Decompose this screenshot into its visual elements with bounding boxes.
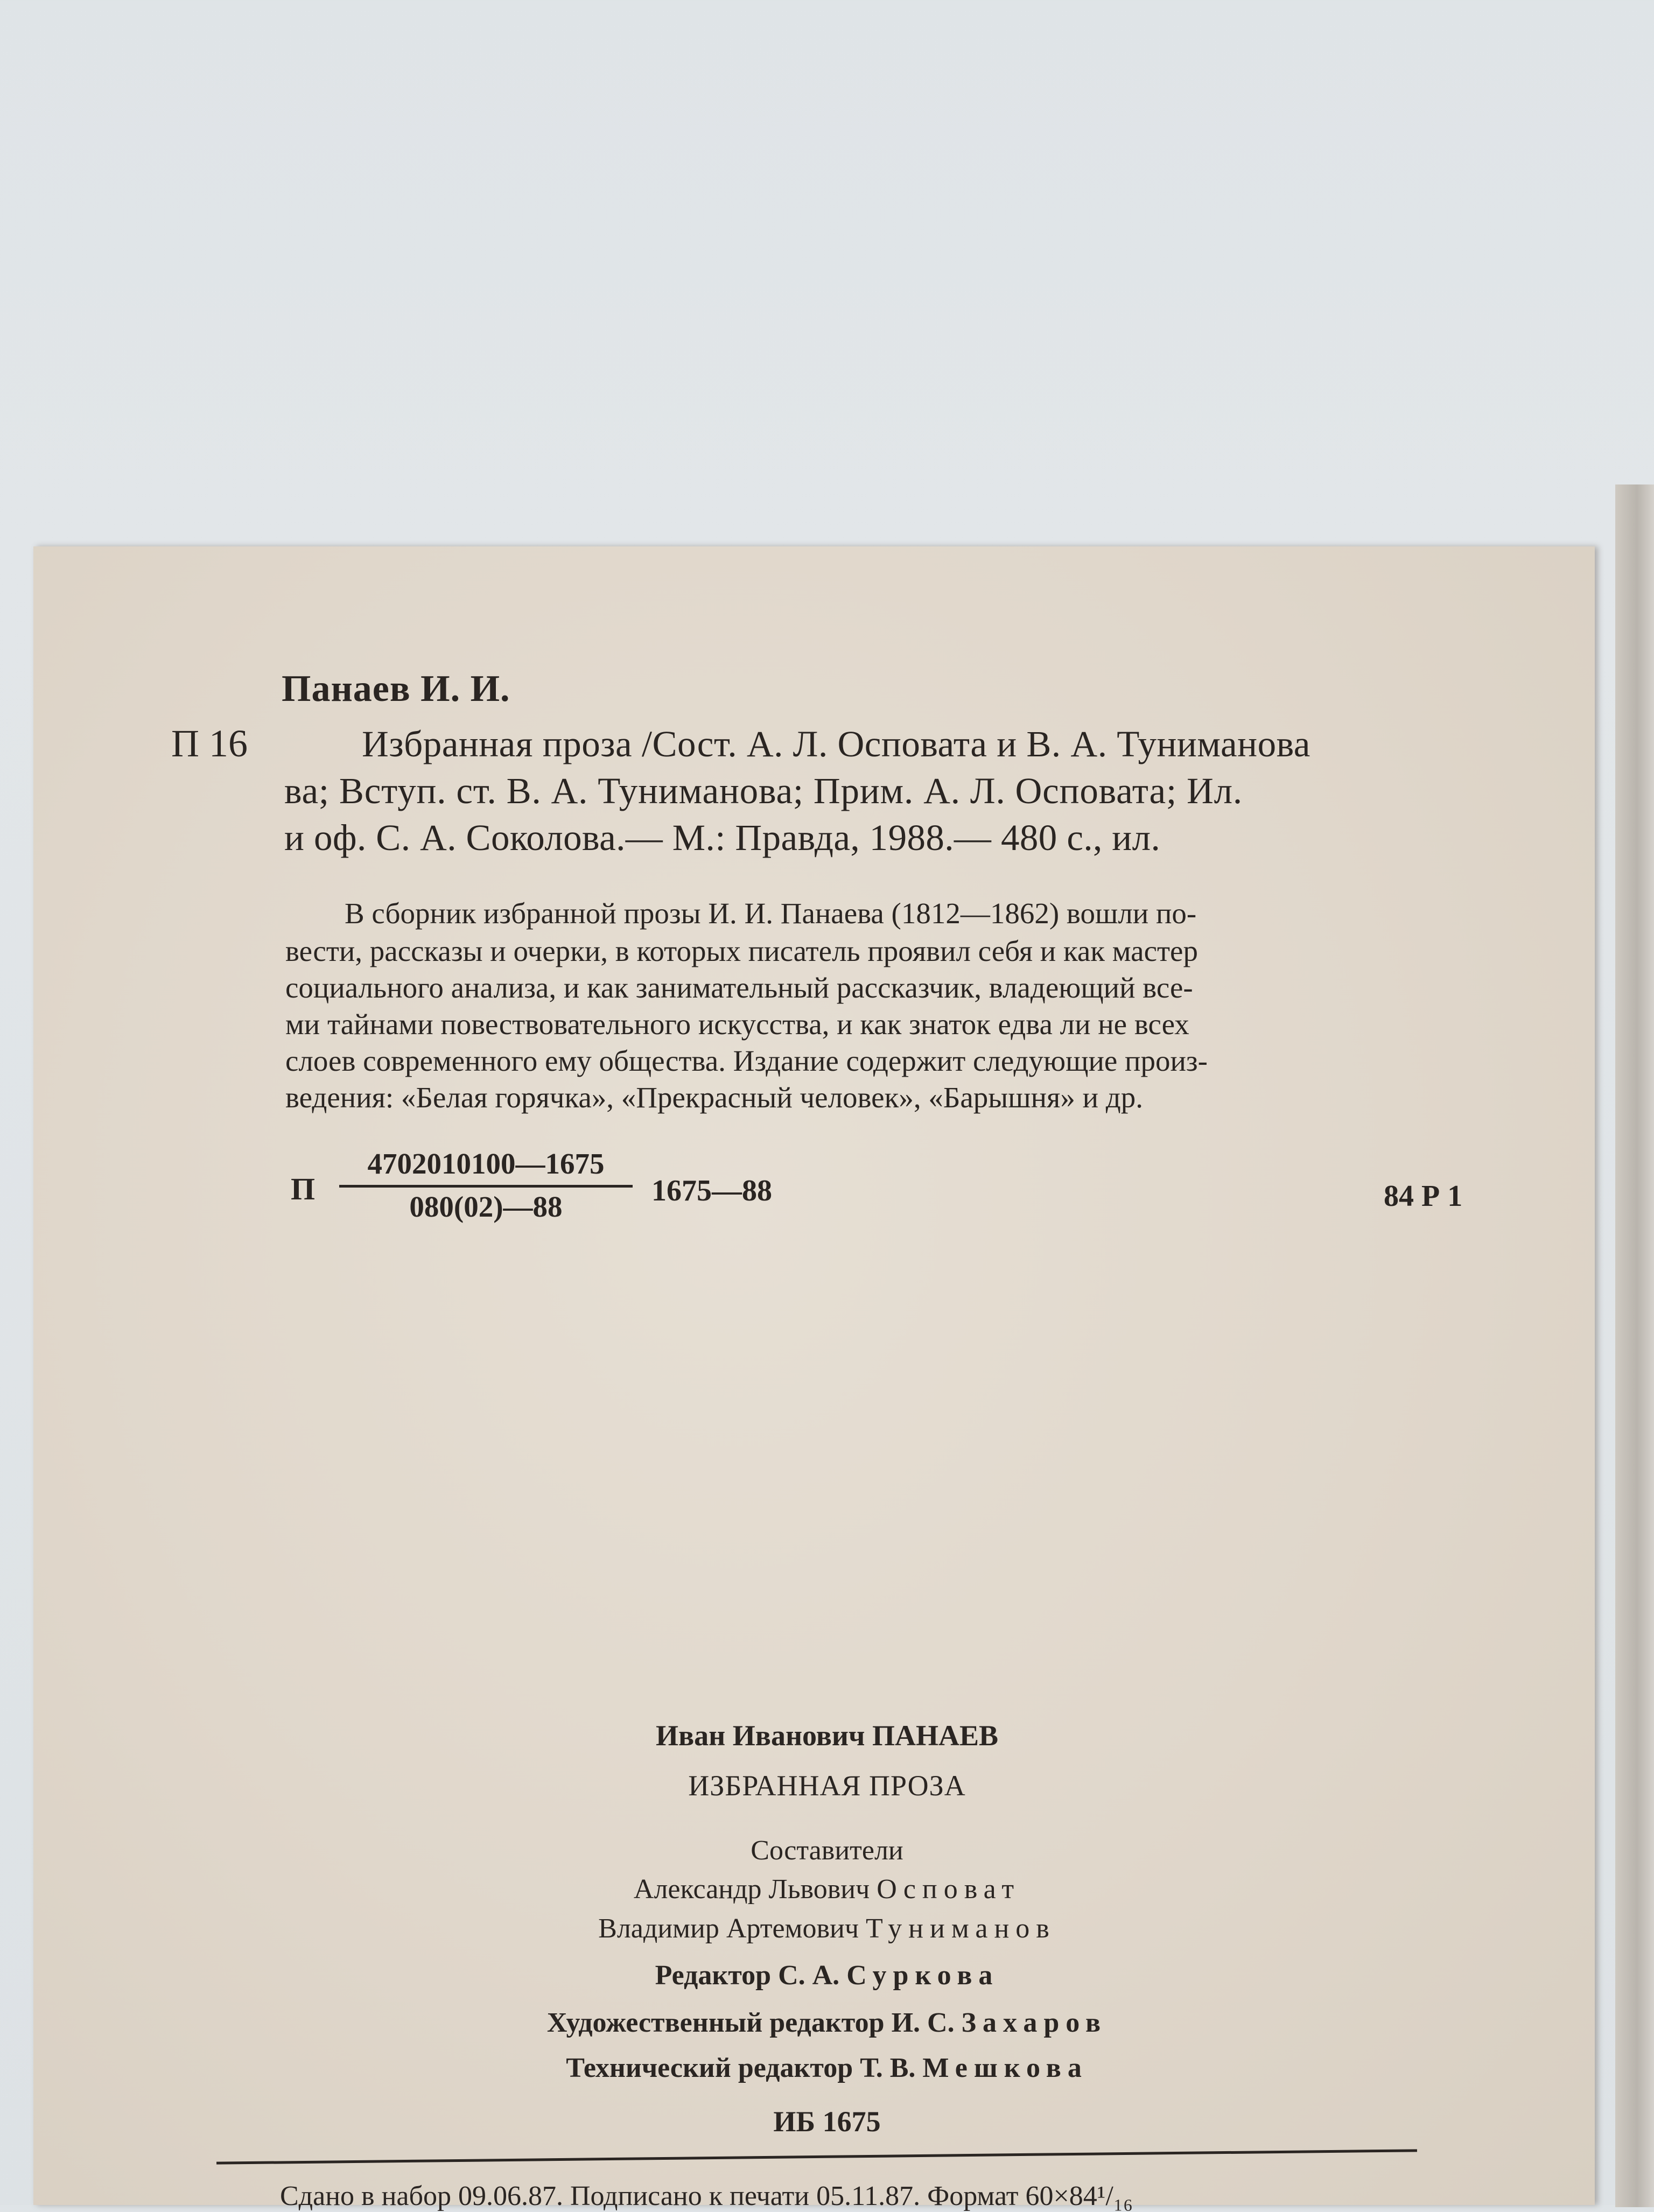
compiler-2 <box>0 1913 1654 1944</box>
tech-editor <box>0 2052 1654 2084</box>
tech-editor-role: Технический редактор Т. В. <box>566 2053 916 2083</box>
ib-number: ИБ 1675 <box>773 2105 881 2138</box>
book-edge-shadow <box>1615 484 1654 2207</box>
annotation-line-4: ми тайнами повествовательного искусства, и как знаток едва ли не всех <box>285 1008 1189 1041</box>
compiler-2-name: Владимир Артемович <box>598 1913 859 1944</box>
editor-surname: Суркова <box>846 1960 999 1991</box>
code-numerator: 4702010100—1675 <box>339 1147 633 1188</box>
tech-editor-surname: Мешкова <box>922 2053 1088 2083</box>
art-editor-role: Художественный редактор И. С. <box>546 2007 955 2038</box>
bbk-code: 84 Р 1 <box>1384 1179 1463 1213</box>
bibliographic-line-1: Избранная проза /Сост. А. Л. Осповата и В. А. Туниманова <box>362 724 1310 764</box>
classification-fraction <box>339 1147 633 1224</box>
compiler-1-surname: Осповат <box>877 1874 1021 1905</box>
code-denominator: 080(02)—88 <box>409 1190 563 1223</box>
code-suffix: 1675—88 <box>651 1174 772 1207</box>
compiler-1 <box>0 1873 1654 1905</box>
bibliographic-line-2: ва; Вступ. ст. В. А. Туниманова; Прим. А. Л. Осповата; Ил. <box>284 770 1243 811</box>
editor <box>0 1960 1654 1991</box>
editor-role: Редактор С. А. <box>655 1960 840 1991</box>
footer-partial-text: Сдано в набор 09.06.87. Подписано к печати 05.11.87. Формат 60×84¹/₁₆ <box>280 2181 1133 2211</box>
code-prefix: П <box>291 1171 316 1206</box>
annotation-line-1: В сборник избранной прозы И. И. Панаева (1812—1862) вошли по- <box>345 897 1197 930</box>
art-editor-surname: Захаров <box>961 2007 1108 2038</box>
bibliographic-line-3: и оф. С. А. Соколова.— М.: Правда, 1988.— 480 с., ил. <box>284 817 1161 858</box>
annotation-line-2: вести, рассказы и очерки, в которых писатель проявил себя и как мастер <box>285 935 1198 967</box>
annotation-line-5: слоев современного ему общества. Издание содержит следующие произ- <box>285 1044 1208 1077</box>
art-editor <box>0 2007 1654 2039</box>
imprint-title: ИЗБРАННАЯ ПРОЗА <box>688 1769 966 1802</box>
imprint-author: Иван Иванович ПАНАЕВ <box>656 1719 998 1752</box>
annotation-line-3: социального анализа, и как занимательный рассказчик, владеющий все- <box>285 971 1193 1004</box>
card-index-code: П 16 <box>171 722 248 765</box>
annotation-line-6: ведения: «Белая горячка», «Прекрасный человек», «Барышня» и др. <box>285 1081 1144 1114</box>
compiler-2-surname: Туниманов <box>866 1913 1056 1944</box>
compilers-label: Составители <box>751 1835 903 1866</box>
compiler-1-name: Александр Львович <box>633 1874 870 1905</box>
card-author: Панаев И. И. <box>282 668 510 710</box>
